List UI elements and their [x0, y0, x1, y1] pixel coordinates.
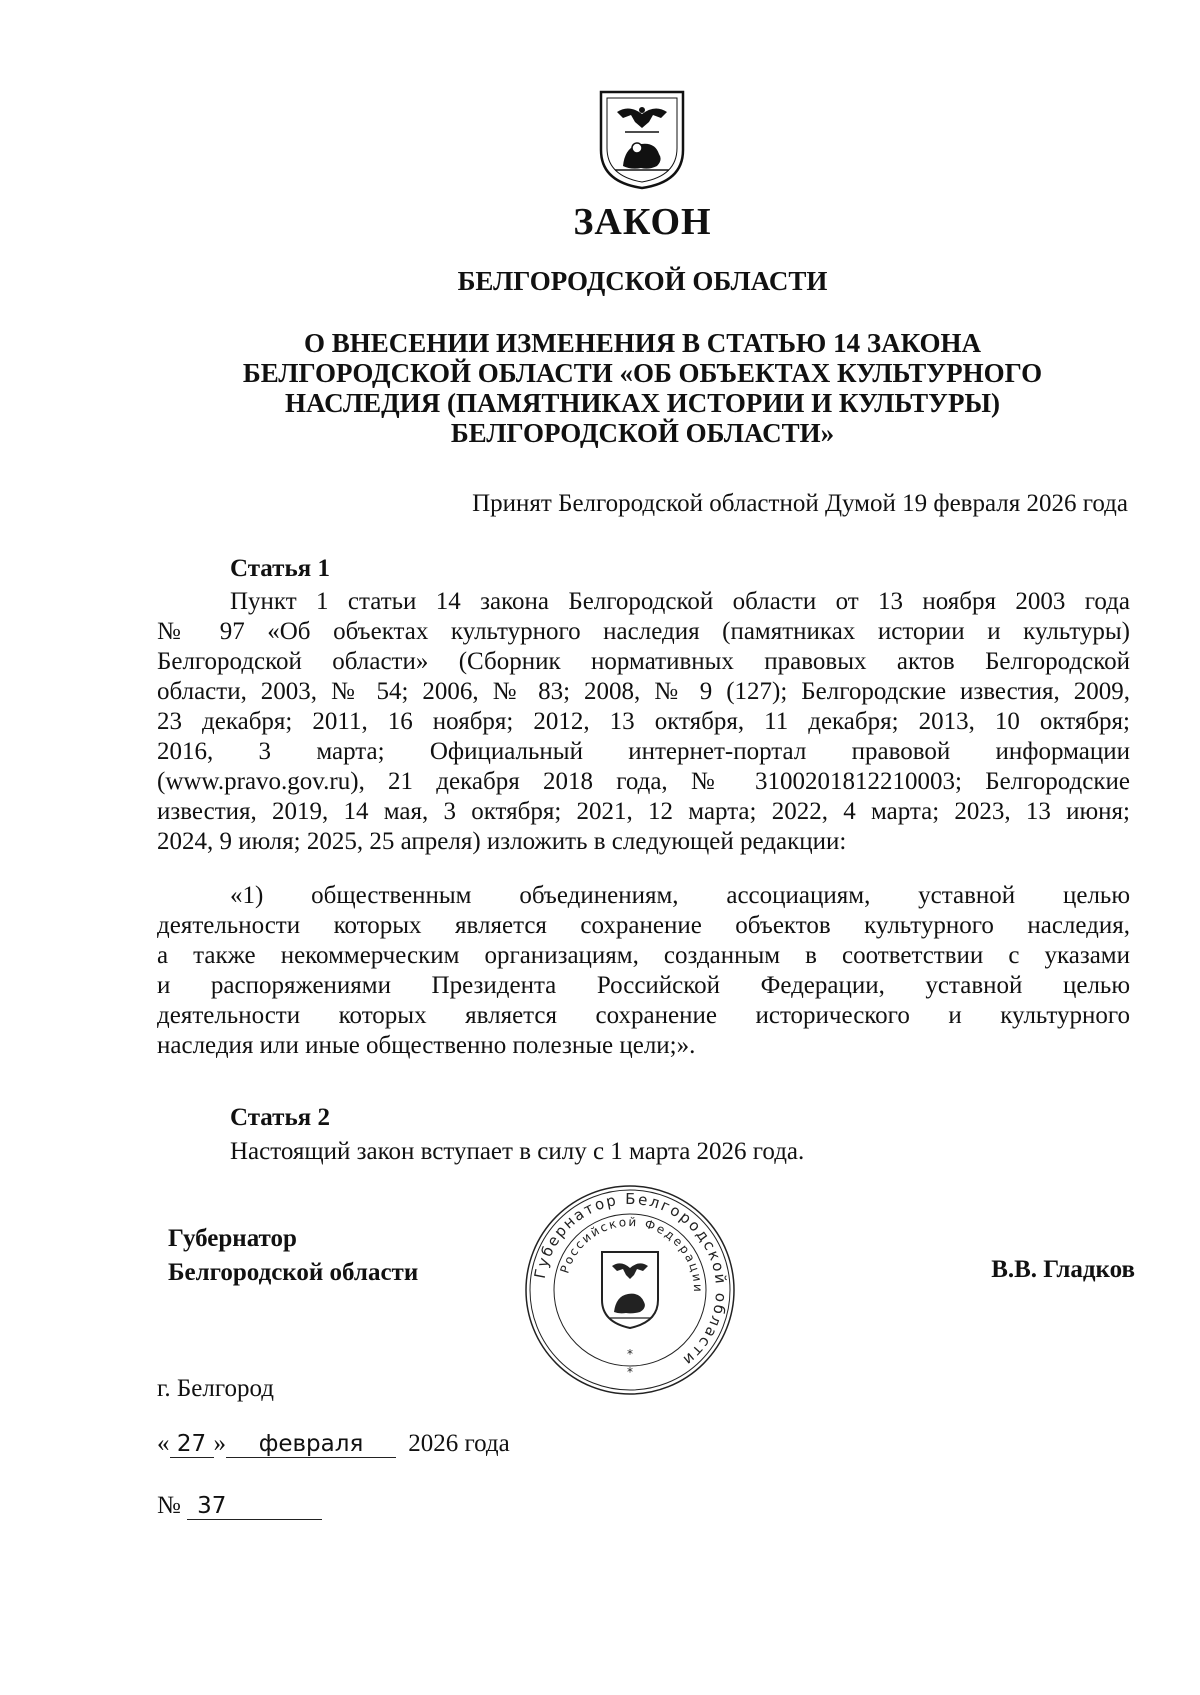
date-quote-close: »: [213, 1430, 226, 1457]
law-name: [195, 328, 1090, 448]
governor-title-line: Губернатор: [168, 1225, 297, 1252]
seal-inner-text: Российской Федерации: [557, 1214, 706, 1294]
article-2-heading: Статья 2: [230, 1104, 330, 1131]
document-title: ЗАКОН: [573, 201, 712, 243]
text-line: (www.pravo.gov.ru), 21 декабря 2018 года, № 3100201812210003; Белгородские: [157, 768, 1130, 795]
svg-text:*: *: [627, 1347, 633, 1361]
date-day: 27: [170, 1431, 214, 1458]
governor-name: В.В. Гладков: [991, 1256, 1135, 1283]
governor-title: [168, 1222, 418, 1290]
law-name-line: НАСЛЕДИЯ (ПАМЯТНИКАХ ИСТОРИИ И КУЛЬТУРЫ): [285, 388, 1000, 418]
text-line: 2024, 9 июля; 2025, 25 апреля) изложить в следующей редакции:: [157, 828, 847, 855]
date-year: 2026 года: [408, 1430, 510, 1457]
text-line: деятельности которых является сохранение объектов культурного наследия,: [157, 912, 1130, 939]
document-subtitle: БЕЛГОРОДСКОЙ ОБЛАСТИ: [457, 266, 828, 296]
date-quote-open: «: [157, 1430, 170, 1457]
official-seal: [520, 1180, 740, 1400]
text-line: и распоряжениями Президента Российской Федерации, уставной целью: [157, 972, 1130, 999]
number-value: 37: [187, 1493, 322, 1520]
law-name-line: О ВНЕСЕНИИ ИЗМЕНЕНИЯ В СТАТЬЮ 14 ЗАКОНА: [303, 328, 981, 358]
text-line: области, 2003, № 54; 2006, № 83; 2008, № 9 (127); Белгородские известия, 2009,: [157, 678, 1130, 705]
date-month: февраля: [226, 1431, 396, 1458]
coat-of-arms-emblem: [597, 88, 687, 190]
article-1-paragraph-1: [157, 587, 1130, 857]
law-number: [157, 1492, 322, 1520]
text-line: Пункт 1 статьи 14 закона Белгородской области от 13 ноября 2003 года: [230, 588, 1130, 615]
article-1-paragraph-2: [157, 881, 1130, 1061]
text-line: Белгородской области» (Сборник нормативных правовых актов Белгородской: [157, 648, 1130, 675]
article-1-heading: Статья 1: [230, 555, 330, 582]
article-2-text: Настоящий закон вступает в силу с 1 марта 2026 года.: [230, 1138, 805, 1165]
text-line: 2016, 3 марта; Официальный интернет-портал правовой информации: [157, 738, 1130, 765]
text-line: деятельности которых является сохранение исторического и культурного: [157, 1002, 1130, 1029]
text-line: 23 декабря; 2011, 16 ноября; 2012, 13 октября, 11 декабря; 2013, 10 октября;: [157, 708, 1130, 735]
text-line: «1) общественным объединениям, ассоциациям, уставной целью: [230, 882, 1130, 909]
text-line: а также некоммерческим организациям, созданным в соответствии с указами: [157, 942, 1130, 969]
text-line: наследия или иные общественно полезные цели;».: [157, 1032, 696, 1059]
governor-title-line: Белгородской области: [168, 1259, 419, 1286]
seal-emblem: [602, 1252, 658, 1328]
adoption-note: Принят Белгородской областной Думой 19 февраля 2026 года: [472, 490, 1128, 517]
text-line: известия, 2019, 14 мая, 3 октября; 2021, 12 марта; 2022, 4 марта; 2023, 13 июня;: [157, 798, 1130, 825]
text-line: № 97 «Об объектах культурного наследия (памятниках истории и культуры): [157, 618, 1130, 645]
city: г. Белгород: [157, 1375, 274, 1402]
law-name-line: БЕЛГОРОДСКОЙ ОБЛАСТИ»: [450, 418, 835, 448]
signing-date: [157, 1430, 510, 1458]
svg-text:*: *: [627, 1365, 633, 1379]
law-name-line: БЕЛГОРОДСКОЙ ОБЛАСТИ «ОБ ОБЪЕКТАХ КУЛЬТУРНОГО: [242, 358, 1043, 388]
number-label: №: [157, 1492, 181, 1519]
seal-outer-text: Губернатор Белгородской области: [530, 1189, 731, 1371]
